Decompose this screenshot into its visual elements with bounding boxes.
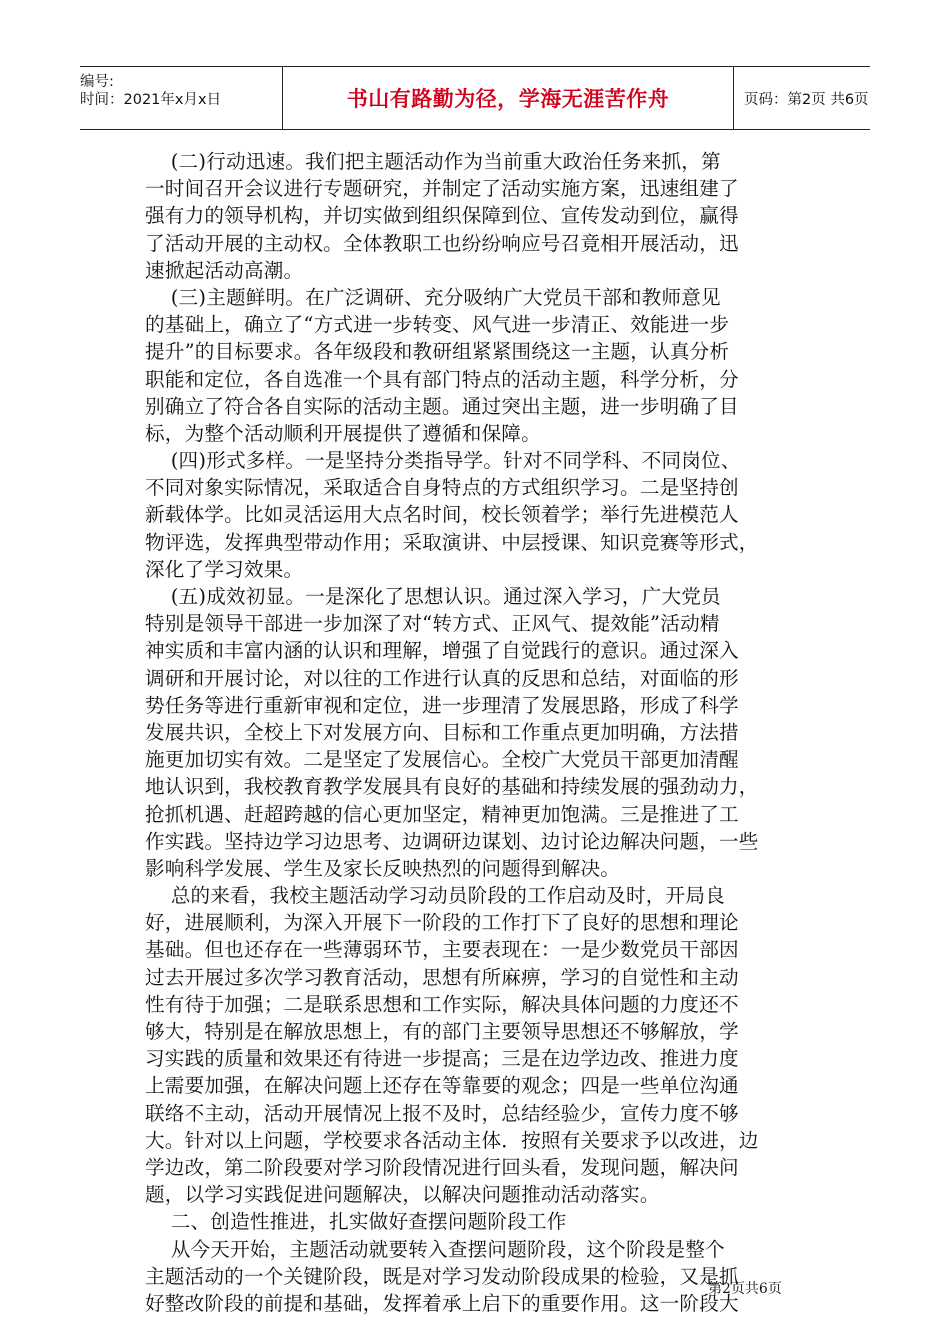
body-line: 不同对象实际情况，采取适合自身特点的方式组织学习。二是坚持创 [145,476,739,500]
body-line: 强有力的领导机构，并切实做到组织保障到位、宣传发动到位，赢得 [145,204,739,228]
body-line: 好，进展顺利，为深入开展下一阶段的工作打下了良好的思想和理论 [145,911,739,935]
body-line: 影响科学发展、学生及家长反映热烈的问题得到解决。 [145,856,621,880]
document-body [145,148,815,1317]
body-line: 一时间召开会议进行专题研究，并制定了活动实施方案，迅速组建了 [145,177,739,201]
document-time-label: 时间：2021年x月x日 [80,92,222,108]
header-meta [80,67,282,129]
body-line: 二、创造性推进，扎实做好查摆问题阶段工作 [145,1210,567,1234]
body-line: 主题活动的一个关键阶段，既是对学习发动阶段成果的检验，又是抓 [145,1264,739,1288]
header-motto-cell [282,67,734,129]
body-line: 基础。但也还存在一些薄弱环节，主要表现在：一是少数党员干部因 [145,938,739,962]
body-line: 物评选，发挥典型带动作用；采取演讲、中层授课、知识竞赛等形式， [145,530,759,554]
body-line: 施更加切实有效。二是坚定了发展信心。全校广大党员干部更加清醒 [145,748,739,772]
body-line: 性有待于加强；二是联系思想和工作实际，解决具体问题的力度还不 [145,992,739,1016]
body-line: 神实质和丰富内涵的认识和理解，增强了自觉践行的意识。通过深入 [145,639,739,663]
page-footer: 第2页共6页 [708,1281,782,1297]
body-line: 学边改，第二阶段要对学习阶段情况进行回头看，发现问题，解决问 [145,1155,739,1179]
body-line: 上需要加强，在解决问题上还存在等靠要的观念；四是一些单位沟通 [145,1074,739,1098]
body-line: 深化了学习效果。 [145,557,304,581]
body-line: 职能和定位，各自选准一个具有部门特点的活动主题，科学分析，分 [145,367,739,391]
body-line: 标，为整个活动顺利开展提供了遵循和保障。 [145,421,541,445]
body-line: 别确立了符合各自实际的活动主题。通过突出主题，进一步明确了目 [145,394,739,418]
body-line: 联络不主动，活动开展情况上报不及时，总结经验少，宣传力度不够 [145,1101,739,1125]
body-line: (二)行动迅速。我们把主题活动作为当前重大政治任务来抓，第 [145,150,721,173]
body-line: (三)主题鲜明。在广泛调研、充分吸纳广大党员干部和教师意见 [145,285,721,309]
body-line: 地认识到，我校教育教学发展具有良好的基础和持续发展的强劲动力， [145,775,759,799]
document-number-label: 编号: [80,74,114,90]
body-line: 总的来看，我校主题活动学习动员阶段的工作启动及时，开局良 [145,884,725,908]
body-line: 习实践的质量和效果还有待进一步提高；三是在边学边改、推进力度 [145,1047,739,1071]
body-line: 题，以学习实践促进问题解决，以解决问题推动活动落实。 [145,1183,660,1207]
header-motto: 书山有路勤为径，学海无涯苦作舟 [346,87,670,111]
body-line: 大。针对以上问题，学校要求各活动主体．按照有关要求予以改进，边 [145,1128,759,1152]
body-line: 了活动开展的主动权。全体教职工也纷纷响应号召竟相开展活动，迅 [145,231,739,255]
body-line: 够大，特别是在解放思想上，有的部门主要领导思想还不够解放，学 [145,1020,739,1043]
body-line: 发展共识，全校上下对发展方向、目标和工作重点更加明确，方法措 [145,720,739,744]
body-line: 新载体学。比如灵活运用大点名时间，校长领着学；举行先进模范人 [145,503,739,527]
body-line: 特别是领导干部进一步加深了对“转方式、正风气、提效能”活动精 [145,612,720,636]
body-line: 从今天开始，主题活动就要转入查摆问题阶段，这个阶段是整个 [145,1237,725,1261]
body-line: 抢抓机遇、赶超跨越的信心更加坚定，精神更加饱满。三是推进了工 [145,802,739,826]
body-line: 调研和开展讨论，对以往的工作进行认真的反思和总结，对面临的形 [145,666,739,690]
body-line: 作实践。坚持边学习边思考、边调研边谋划、边讨论边解决问题，一些 [145,829,759,853]
body-line: 提升”的目标要求。各年级段和教研组紧紧围绕这一主题，认真分析 [145,340,730,364]
body-line: (五)成效初显。一是深化了思想认识。通过深入学习，广大党员 [145,585,721,608]
body-line: 势任务等进行重新审视和定位，进一步理清了发展思路，形成了科学 [145,693,739,717]
body-line: 过去开展过多次学习教育活动，思想有所麻痹，学习的自觉性和主动 [145,965,739,989]
body-line: (四)形式多样。一是坚持分类指导学。针对不同学科、不同岗位、 [145,449,741,473]
body-line: 好整改阶段的前提和基础，发挥着承上启下的重要作用。这一阶段大 [145,1291,739,1315]
body-line: 的基础上，确立了“方式进一步转变、风气进一步清正、效能进一步 [145,313,730,337]
body-line: 速掀起活动高潮。 [145,258,304,282]
page-header [80,66,870,130]
header-page-info: 页码：第2页 共6页 [744,91,869,108]
